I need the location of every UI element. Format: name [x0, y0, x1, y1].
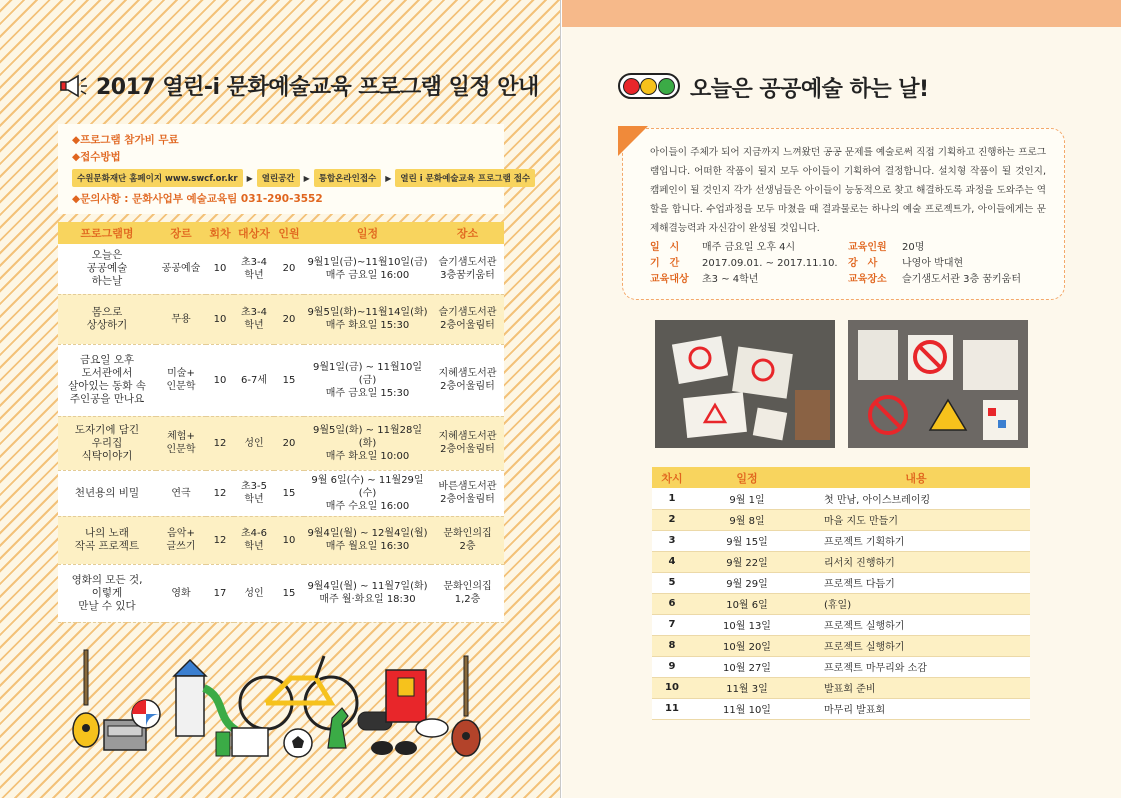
- program-count: 15: [274, 564, 304, 622]
- column-header: 차시: [652, 467, 692, 488]
- session-content: 첫 만남, 아이스브레이킹: [802, 488, 1030, 509]
- detail-label: 기 간: [650, 258, 680, 269]
- table-row: [652, 488, 1030, 509]
- detail-label: 교육대상: [650, 274, 689, 285]
- program-schedule: 9월4일(월) ~ 12월4일(월) 매주 월요일 16:30: [304, 516, 431, 564]
- program-genre: 무용: [156, 294, 206, 344]
- program-count: 20: [274, 294, 304, 344]
- program-sessions: 12: [206, 516, 234, 564]
- soccer-ball-icon: [284, 729, 312, 757]
- program-schedule-table: [58, 222, 504, 623]
- program-place: 지혜샘도서관 2층어울림터: [431, 344, 504, 416]
- session-content: 리서치 진행하기: [802, 551, 1030, 572]
- detail-value: 초3 ~ 4학년: [702, 274, 759, 285]
- session-date: 9월 15일: [692, 530, 802, 551]
- column-header: 프로그램명: [58, 222, 156, 244]
- session-date: 9월 1일: [692, 488, 802, 509]
- step-chip: 통합온라인접수: [314, 169, 381, 187]
- left-title-block: [58, 70, 539, 101]
- session-date: 9월 29일: [692, 572, 802, 593]
- table-row: [652, 509, 1030, 530]
- column-header: 일정: [304, 222, 431, 244]
- guitar-icon: [452, 656, 480, 756]
- table-row: [652, 614, 1030, 635]
- program-name: 도자기에 담긴 우리집 식탁이야기: [58, 416, 156, 470]
- guitar-icon: [73, 650, 99, 747]
- program-genre: 공공예술: [156, 244, 206, 294]
- detail-time: [650, 240, 795, 256]
- class-photo: [848, 320, 1028, 448]
- sunglasses-icon: [371, 741, 417, 755]
- session-content: 프로젝트 마무리와 소감: [802, 656, 1030, 677]
- session-content: (휴일): [802, 593, 1030, 614]
- session-content: 마을 지도 만들기: [802, 509, 1030, 530]
- class-photo-image: [848, 320, 1028, 448]
- column-header: 대상자: [234, 222, 274, 244]
- program-place: 문화인의집 2층: [431, 516, 504, 564]
- program-genre: 체험+ 인문학: [156, 416, 206, 470]
- session-date: 11월 3일: [692, 677, 802, 698]
- step-chip: 수원문화재단 홈페이지 www.swcf.or.kr: [72, 169, 243, 187]
- column-header: 일정: [692, 467, 802, 488]
- info-box: [58, 124, 531, 214]
- table-row: [652, 656, 1030, 677]
- beach-ball-icon: [132, 700, 160, 728]
- dinosaur-toy-icon: [328, 708, 348, 748]
- session-date: 10월 20일: [692, 635, 802, 656]
- detail-value: 슬기샘도서관 3층 꿈키움터: [902, 274, 1021, 285]
- table-row: [652, 635, 1030, 656]
- detail-value: 나영아 박대현: [902, 258, 964, 269]
- detail-target: [650, 272, 758, 288]
- megaphone-icon: [58, 73, 88, 99]
- detail-label: 일 시: [650, 242, 680, 253]
- session-content: 발표회 준비: [802, 677, 1030, 698]
- corner-decoration: [618, 126, 648, 156]
- table-row: [652, 572, 1030, 593]
- green-lamp: [658, 78, 675, 95]
- program-count: 10: [274, 516, 304, 564]
- program-schedule: 9월5일(화)~11월14일(화) 매주 화요일 15:30: [304, 294, 431, 344]
- program-sessions: 17: [206, 564, 234, 622]
- detail-label: 강 사: [848, 258, 878, 269]
- table-row: [652, 593, 1030, 614]
- table-row: [58, 244, 504, 294]
- detail-period: [650, 256, 838, 272]
- table-row: [652, 698, 1030, 719]
- program-place: 슬기샘도서관 2층어울림터: [431, 294, 504, 344]
- program-name: 몸으로 상상하기: [58, 294, 156, 344]
- detail-place: [848, 272, 1021, 288]
- detail-label: 교육장소: [848, 274, 887, 285]
- session-content: 마무리 발표회: [802, 698, 1030, 719]
- session-number: 7: [652, 614, 692, 635]
- program-count: 20: [274, 416, 304, 470]
- step-chip: 열린공간: [257, 169, 300, 187]
- program-target: 초4-6 학년: [234, 516, 274, 564]
- detail-count: [848, 240, 924, 256]
- table-row: [58, 344, 504, 416]
- session-content: 프로젝트 실행하기: [802, 614, 1030, 635]
- session-schedule-table: [652, 467, 1030, 720]
- program-count: 20: [274, 244, 304, 294]
- right-title: 오늘은 공공예술 하는 날!: [690, 77, 929, 102]
- program-target: 성인: [234, 416, 274, 470]
- detail-value: 매주 금요일 오후 4시: [702, 242, 796, 253]
- program-target: 성인: [234, 564, 274, 622]
- program-genre: 영화: [156, 564, 206, 622]
- program-schedule: 9월1일(금) ~ 11월10일(금) 매주 금요일 15:30: [304, 344, 431, 416]
- session-number: 5: [652, 572, 692, 593]
- table-header-row: [652, 467, 1030, 488]
- table-header-row: [58, 222, 504, 244]
- session-date: 10월 27일: [692, 656, 802, 677]
- session-number: 10: [652, 677, 692, 698]
- class-photo-image: [655, 320, 835, 448]
- top-band: [562, 0, 1121, 27]
- column-header: 인원: [274, 222, 304, 244]
- table-row: [58, 416, 504, 470]
- program-genre: 연극: [156, 470, 206, 516]
- program-target: 초3-5 학년: [234, 470, 274, 516]
- session-number: 8: [652, 635, 692, 656]
- session-date: 9월 22일: [692, 551, 802, 572]
- class-photo: [655, 320, 835, 448]
- program-sessions: 10: [206, 244, 234, 294]
- session-number: 4: [652, 551, 692, 572]
- table-row: [58, 294, 504, 344]
- contact-info: ◆문의사항 : 문화사업부 예술교육팀 031-290-3552: [72, 193, 323, 205]
- session-date: 11월 10일: [692, 698, 802, 719]
- program-name: 천년용의 비밀: [58, 470, 156, 516]
- detail-value: 20명: [902, 242, 925, 253]
- red-lamp: [623, 78, 640, 95]
- session-date: 9월 8일: [692, 509, 802, 530]
- column-header: 회차: [206, 222, 234, 244]
- session-number: 3: [652, 530, 692, 551]
- detail-teacher: [848, 256, 963, 272]
- arrow-right-icon: ▶: [385, 173, 392, 183]
- theater-mask-icon: [416, 719, 448, 737]
- arrow-right-icon: ▶: [303, 173, 310, 183]
- program-target: 초3-4 학년: [234, 244, 274, 294]
- session-number: 2: [652, 509, 692, 530]
- yellow-lamp: [640, 78, 657, 95]
- session-number: 6: [652, 593, 692, 614]
- arrow-right-icon: ▶: [246, 173, 253, 183]
- table-row: [58, 470, 504, 516]
- table-row: [58, 564, 504, 622]
- books-icon: [216, 728, 268, 756]
- table-row: [652, 551, 1030, 572]
- program-schedule: 9월1일(금)~11월10일(금) 매주 금요일 16:00: [304, 244, 431, 294]
- session-content: 프로젝트 다듬기: [802, 572, 1030, 593]
- program-schedule: 9월4일(월) ~ 11월7일(화) 매주 월·화요일 18:30: [304, 564, 431, 622]
- traffic-light-icon: [618, 73, 680, 99]
- program-genre: 미술+ 인문학: [156, 344, 206, 416]
- detail-label: 교육인원: [848, 242, 887, 253]
- program-sessions: 12: [206, 416, 234, 470]
- session-number: 11: [652, 698, 692, 719]
- program-place: 지혜샘도서관 2층어울림터: [431, 416, 504, 470]
- application-steps: [72, 169, 531, 187]
- program-genre: 음악+ 글쓰기: [156, 516, 206, 564]
- column-header: 장소: [431, 222, 504, 244]
- session-number: 9: [652, 656, 692, 677]
- session-content: 프로젝트 실행하기: [802, 635, 1030, 656]
- program-sessions: 10: [206, 344, 234, 416]
- program-schedule: 9월 6일(수) ~ 11월29일(수) 매주 수요일 16:00: [304, 470, 431, 516]
- program-place: 바른샘도서관 2층어울림터: [431, 470, 504, 516]
- program-name: 영화의 모든 것, 이렇게 만날 수 있다: [58, 564, 156, 622]
- program-target: 6-7세: [234, 344, 274, 416]
- session-content: 프로젝트 기획하기: [802, 530, 1030, 551]
- program-description: 아이들이 주체가 되어 지금까지 느껴왔던 공공 문제를 예술로써 직접 기획하고 진행하는 프로그램입니다. 어떠한 작품이 될지 모두 아이들이 기획하여 결정합니다. 설치형 작품이 될 것인지, 캠페인이 될 것인지 각가 선생님들은 아이들이 능동적으로 찾고 해결하도록 과정을 도와주는 역할을 합니다. 수업과정을 모두 마쳤을 때 결과물로는 하나의 예술 프로젝트가, 아이들에게는 문제해결능력과 자신감이 완성될 것입니다.: [650, 147, 1046, 234]
- column-header: 내용: [802, 467, 1030, 488]
- table-row: [652, 530, 1030, 551]
- program-sessions: 12: [206, 470, 234, 516]
- left-title: 2017 열린-i 문화예술교육 프로그램 일정 안내: [96, 75, 539, 100]
- session-date: 10월 6일: [692, 593, 802, 614]
- detail-value: 2017.09.01. ~ 2017.11.10.: [702, 258, 838, 269]
- program-name: 나의 노래 작곡 프로젝트: [58, 516, 156, 564]
- session-date: 10월 13일: [692, 614, 802, 635]
- movie-chair-icon: [386, 670, 426, 722]
- program-place: 문화인의집 1,2층: [431, 564, 504, 622]
- fee-notice: ◆프로그램 참가비 무료: [72, 134, 179, 146]
- step-chip: 열린 i 문화예술교육 프로그램 접수: [395, 169, 535, 187]
- session-number: 1: [652, 488, 692, 509]
- table-row: [652, 677, 1030, 698]
- program-count: 15: [274, 470, 304, 516]
- arts-objects-illustration: [66, 648, 506, 766]
- program-count: 15: [274, 344, 304, 416]
- program-schedule: 9월5일(화) ~ 11월28일(화) 매주 화요일 10:00: [304, 416, 431, 470]
- method-label: ◆접수방법: [72, 151, 121, 163]
- slide-icon: [174, 660, 236, 736]
- program-name: 금요일 오후 도서관에서 살아있는 동화 속 주인공을 만나요: [58, 344, 156, 416]
- table-row: [58, 516, 504, 564]
- program-place: 슬기샘도서관 3층꿈키움터: [431, 244, 504, 294]
- column-header: 장르: [156, 222, 206, 244]
- program-target: 초3-4 학년: [234, 294, 274, 344]
- program-sessions: 10: [206, 294, 234, 344]
- program-name: 오늘은 공공예술 하는날: [58, 244, 156, 294]
